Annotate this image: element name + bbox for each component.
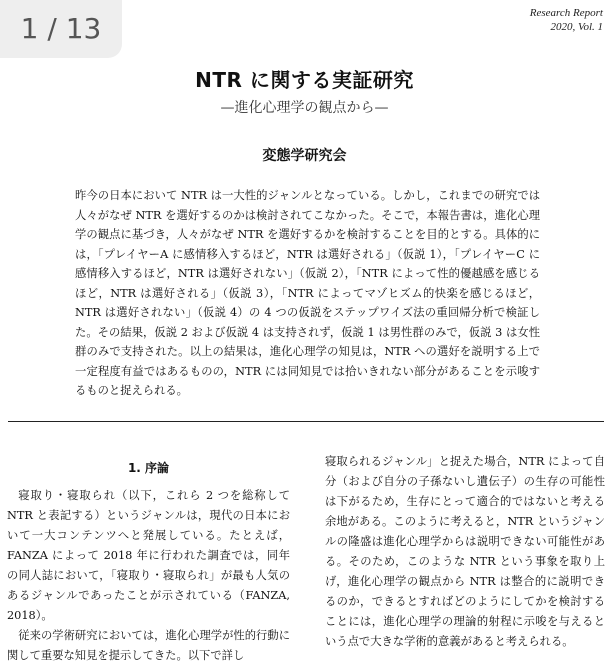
body-paragraph-continued: 寝取られるジャンル」と捉えた場合，NTR によって自分（および自分の子孫ないし遺伝子）の生存の可能性は下がるため，生存にとって適合的ではないと考える余地がある。このように考えると，NTR というジャンルの隆盛は進化心理学からは説明できない可能性がある。そのため，このような NTR という事象を取り上げ，進化心理学の観点から NTR は整合的に説明できるのか，できるとすればどのようにしてかを検討することには，進化心理学の理論的射程に示唆を与えるという点で大きな学術的意義があると考えられる。 (325, 455, 605, 648)
body-paragraph: 従来の学術研究においては，進化心理学が性的行動に関して重要な知見を提示してきた。以下で詳し (7, 629, 290, 662)
right-column (325, 452, 605, 652)
abstract: 昨今の日本において NTR は一大性的ジャンルとなっている。しかし，これまでの研究では人々がなぜ NTR を選好するのかは検討されてこなかった。そこで，本報告書は，進化心理学の観点に基づき，人々がなぜ NTR を選好するかを検討することを目的とする。具体的には，「プレイヤーA に感情移入するほど，NTR は選好される」（仮説 1），「プレイヤーC に感情移入するほど，NTR は選好されない」（仮説 2），「NTR によって性的優越感を感じるほど，NTR は選好される」（仮説 3），「NTR によってマゾヒズム的快楽を感じるほど，NTR は選好されない」（仮説 4）の 4 つの仮説をステップワイズ法の重回帰分析で検証した。その結果，仮説 2 および仮説 4 は支持されず，仮説 1 は男性群のみで，仮説 3 は女性群のみで支持された。以上の結果は，進化心理学の知見は，NTR への選好を説明する上で一定程度有益ではあるものの，NTR には同知見では拾いきれない部分があることを示唆するものと捉えられる。 (75, 189, 540, 397)
report-volume: 2020, Vol. 1 (550, 21, 603, 33)
page-counter: 1 / 13 (0, 0, 122, 58)
report-header (530, 6, 603, 34)
paper-author: 変態学研究会 (262, 148, 347, 164)
body-paragraph: 寝取り・寝取られ（以下，これら 2 つを総称して NTR と表記する）というジャンルは，現代の日本において一大コンテンツへと発展している。たとえば，FANZA によって 2018 年に行われた調査では，同年の同人誌において，「寝取り・寝取られ」が最も人気のあるジャンルであったことが示されている（FANZA, 2018）。 (7, 489, 290, 622)
paper-title: NTR に関する実証研究 (195, 68, 414, 92)
paper-subtitle: —進化心理学の観点から— (220, 100, 389, 116)
left-column (7, 458, 290, 666)
report-series: Research Report (529, 7, 603, 19)
section-divider (8, 421, 604, 422)
section-heading: 1. 序論 (127, 461, 170, 475)
